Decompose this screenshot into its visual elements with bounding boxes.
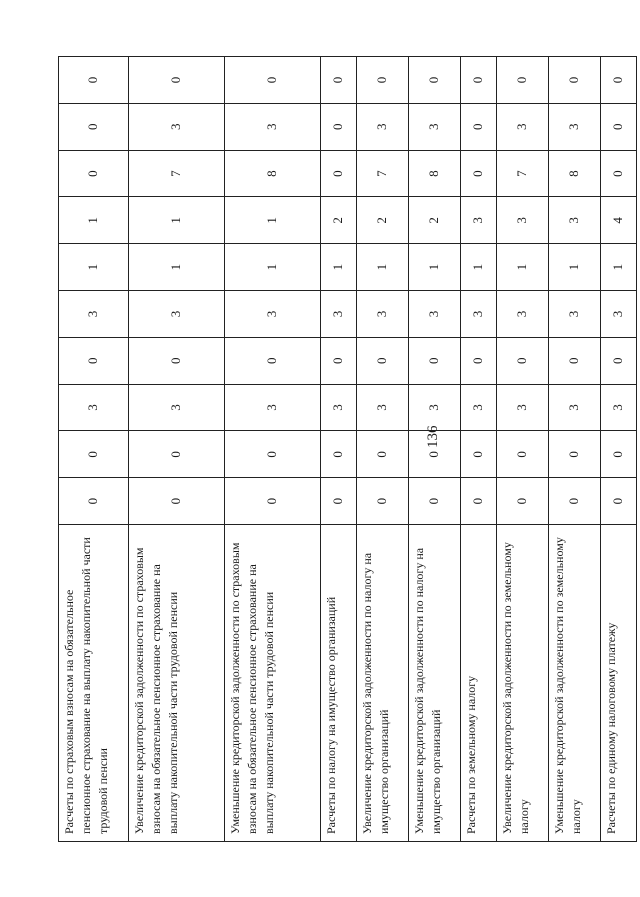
row-label: Уменьшение кредиторской задолженности по земельному налогу bbox=[549, 525, 601, 842]
code-digit-cell: 1 bbox=[59, 244, 129, 291]
code-digit-cell: 3 bbox=[225, 291, 321, 338]
code-digit-cell: 1 bbox=[497, 244, 549, 291]
code-digit-cell: 0 bbox=[357, 478, 409, 525]
code-digit-cell: 3 bbox=[461, 384, 497, 431]
code-digit-cell: 0 bbox=[321, 57, 357, 104]
row-label: Уменьшение кредиторской задолженности по налогу на имущество организаций bbox=[409, 525, 461, 842]
code-digit-cell: 1 bbox=[357, 244, 409, 291]
code-digit-cell: 0 bbox=[357, 57, 409, 104]
row-label: Расчеты по налогу на имущество организаций bbox=[321, 525, 357, 842]
code-digit-cell: 0 bbox=[357, 431, 409, 478]
code-digit-cell: 0 bbox=[321, 478, 357, 525]
code-digit-cell: 0 bbox=[225, 337, 321, 384]
code-digit-cell: 3 bbox=[549, 103, 601, 150]
code-digit-cell: 0 bbox=[549, 478, 601, 525]
table-row bbox=[129, 57, 225, 842]
code-digit-cell: 3 bbox=[497, 103, 549, 150]
code-digit-cell: 3 bbox=[225, 103, 321, 150]
code-digit-cell: 3 bbox=[129, 384, 225, 431]
code-digit-cell: 3 bbox=[225, 384, 321, 431]
code-digit-cell: 0 bbox=[497, 478, 549, 525]
code-digit-cell: 0 bbox=[601, 57, 637, 104]
code-digit-cell: 1 bbox=[409, 244, 461, 291]
code-digit-cell: 0 bbox=[461, 431, 497, 478]
code-digit-cell: 0 bbox=[497, 337, 549, 384]
code-digit-cell: 3 bbox=[601, 291, 637, 338]
table-row bbox=[357, 57, 409, 842]
accounts-table-rotated bbox=[58, 56, 626, 842]
code-digit-cell: 3 bbox=[357, 103, 409, 150]
code-digit-cell: 0 bbox=[601, 337, 637, 384]
code-digit-cell: 0 bbox=[225, 431, 321, 478]
code-digit-cell: 3 bbox=[549, 384, 601, 431]
table-row bbox=[59, 57, 129, 842]
table-row bbox=[601, 57, 637, 842]
code-digit-cell: 3 bbox=[549, 197, 601, 244]
table-row bbox=[549, 57, 601, 842]
code-digit-cell: 3 bbox=[357, 384, 409, 431]
code-digit-cell: 7 bbox=[129, 150, 225, 197]
code-digit-cell: 0 bbox=[497, 431, 549, 478]
code-digit-cell: 3 bbox=[497, 291, 549, 338]
code-digit-cell: 2 bbox=[357, 197, 409, 244]
code-digit-cell: 0 bbox=[59, 431, 129, 478]
code-digit-cell: 8 bbox=[225, 150, 321, 197]
code-digit-cell: 1 bbox=[321, 244, 357, 291]
code-digit-cell: 3 bbox=[549, 291, 601, 338]
accounts-table bbox=[58, 56, 637, 842]
code-digit-cell: 0 bbox=[321, 103, 357, 150]
code-digit-cell: 3 bbox=[321, 291, 357, 338]
code-digit-cell: 0 bbox=[129, 431, 225, 478]
code-digit-cell: 0 bbox=[461, 103, 497, 150]
code-digit-cell: 0 bbox=[549, 337, 601, 384]
code-digit-cell: 0 bbox=[601, 103, 637, 150]
code-digit-cell: 0 bbox=[409, 57, 461, 104]
code-digit-cell: 3 bbox=[409, 103, 461, 150]
code-digit-cell: 1 bbox=[549, 244, 601, 291]
code-digit-cell: 3 bbox=[601, 384, 637, 431]
code-digit-cell: 1 bbox=[129, 244, 225, 291]
code-digit-cell: 3 bbox=[59, 291, 129, 338]
code-digit-cell: 0 bbox=[59, 103, 129, 150]
code-digit-cell: 0 bbox=[601, 150, 637, 197]
code-digit-cell: 0 bbox=[601, 478, 637, 525]
code-digit-cell: 7 bbox=[357, 150, 409, 197]
code-digit-cell: 0 bbox=[129, 57, 225, 104]
code-digit-cell: 1 bbox=[601, 244, 637, 291]
code-digit-cell: 0 bbox=[409, 431, 461, 478]
code-digit-cell: 0 bbox=[549, 57, 601, 104]
code-digit-cell: 3 bbox=[409, 384, 461, 431]
code-digit-cell: 0 bbox=[461, 150, 497, 197]
code-digit-cell: 1 bbox=[225, 244, 321, 291]
code-digit-cell: 0 bbox=[461, 478, 497, 525]
code-digit-cell: 2 bbox=[321, 197, 357, 244]
code-digit-cell: 1 bbox=[59, 197, 129, 244]
code-digit-cell: 2 bbox=[409, 197, 461, 244]
row-label: Расчеты по единому налоговому платежу bbox=[601, 525, 637, 842]
code-digit-cell: 0 bbox=[59, 57, 129, 104]
row-label: Увеличение кредиторской задолженности по земельному налогу bbox=[497, 525, 549, 842]
code-digit-cell: 1 bbox=[461, 244, 497, 291]
code-digit-cell: 1 bbox=[129, 197, 225, 244]
code-digit-cell: 0 bbox=[357, 337, 409, 384]
row-label: Уменьшение кредиторской задолженности по страховым взносам на обязательное пенсионное страхование на выплату накопительной части трудовой пенсии bbox=[225, 525, 321, 842]
code-digit-cell: 3 bbox=[357, 291, 409, 338]
code-digit-cell: 0 bbox=[321, 150, 357, 197]
code-digit-cell: 0 bbox=[497, 57, 549, 104]
code-digit-cell: 3 bbox=[409, 291, 461, 338]
table-row bbox=[225, 57, 321, 842]
code-digit-cell: 0 bbox=[129, 337, 225, 384]
code-digit-cell: 0 bbox=[409, 478, 461, 525]
table-row bbox=[321, 57, 357, 842]
code-digit-cell: 0 bbox=[321, 337, 357, 384]
code-digit-cell: 3 bbox=[497, 384, 549, 431]
table-row bbox=[409, 57, 461, 842]
code-digit-cell: 7 bbox=[497, 150, 549, 197]
code-digit-cell: 0 bbox=[59, 150, 129, 197]
code-digit-cell: 3 bbox=[497, 197, 549, 244]
row-label: Увеличение кредиторской задолженности по налогу на имущество организаций bbox=[357, 525, 409, 842]
code-digit-cell: 0 bbox=[225, 57, 321, 104]
code-digit-cell: 0 bbox=[409, 337, 461, 384]
page-number: 136 bbox=[425, 425, 441, 448]
table-body bbox=[59, 57, 637, 842]
code-digit-cell: 3 bbox=[129, 291, 225, 338]
code-digit-cell: 8 bbox=[549, 150, 601, 197]
code-digit-cell: 3 bbox=[461, 197, 497, 244]
code-digit-cell: 3 bbox=[59, 384, 129, 431]
code-digit-cell: 1 bbox=[225, 197, 321, 244]
row-label: Увеличение кредиторской задолженности по страховым взносам на обязательное пенсионное страхование на выплату накопительной части трудовой пенсии bbox=[129, 525, 225, 842]
table-row bbox=[461, 57, 497, 842]
code-digit-cell: 3 bbox=[129, 103, 225, 150]
code-digit-cell: 3 bbox=[321, 384, 357, 431]
code-digit-cell: 3 bbox=[461, 291, 497, 338]
code-digit-cell: 0 bbox=[461, 57, 497, 104]
code-digit-cell: 0 bbox=[59, 337, 129, 384]
code-digit-cell: 0 bbox=[549, 431, 601, 478]
code-digit-cell: 0 bbox=[129, 478, 225, 525]
code-digit-cell: 0 bbox=[321, 431, 357, 478]
code-digit-cell: 0 bbox=[601, 431, 637, 478]
code-digit-cell: 8 bbox=[409, 150, 461, 197]
code-digit-cell: 0 bbox=[461, 337, 497, 384]
row-label: Расчеты по страховым взносам на обязательное пенсионное страхование на выплату накопительной части трудовой пенсии bbox=[59, 525, 129, 842]
row-label: Расчеты по земельному налогу bbox=[461, 525, 497, 842]
code-digit-cell: 4 bbox=[601, 197, 637, 244]
table-row bbox=[497, 57, 549, 842]
code-digit-cell: 0 bbox=[225, 478, 321, 525]
code-digit-cell: 0 bbox=[59, 478, 129, 525]
